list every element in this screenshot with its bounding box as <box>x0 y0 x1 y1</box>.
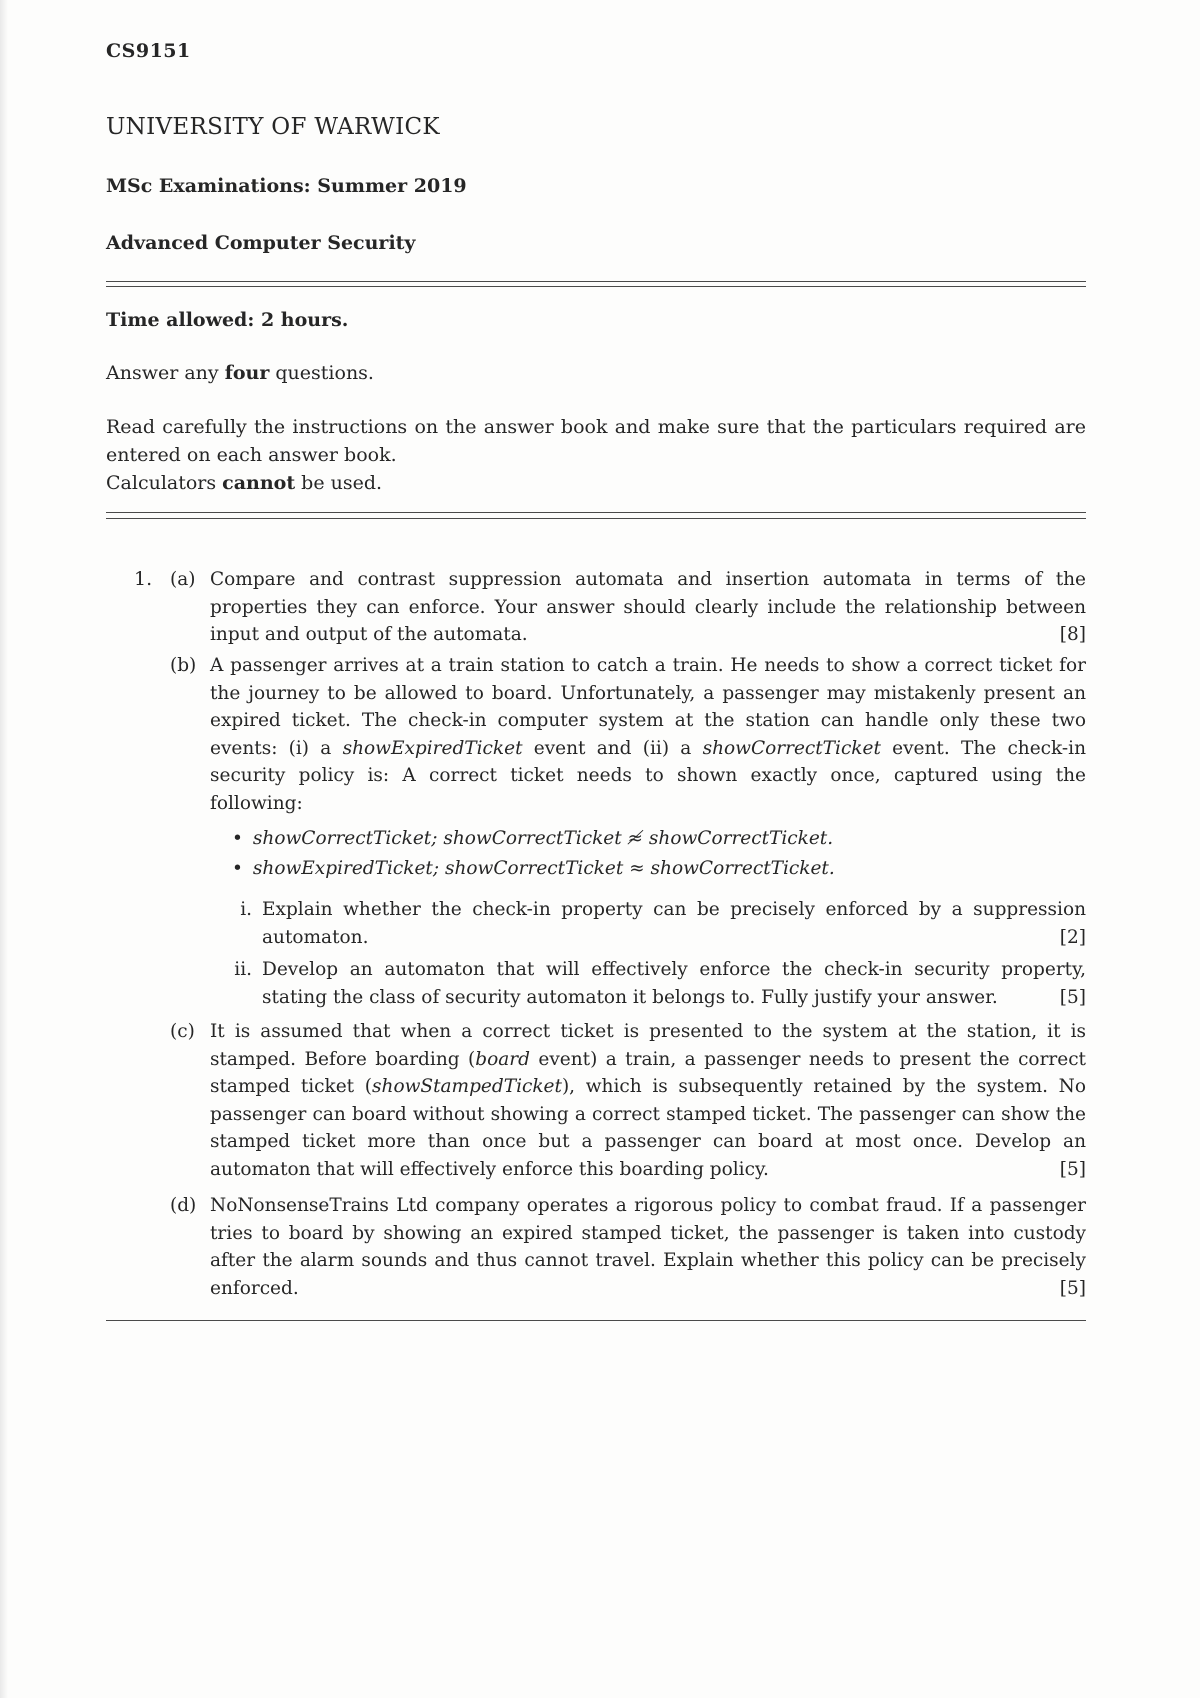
question-number: 1. <box>134 568 153 590</box>
part-d-marks: [5] <box>1059 1277 1086 1299</box>
university-name: UNIVERSITY OF WARWICK <box>106 114 440 140</box>
question-part-c <box>170 1018 1086 1183</box>
exam-session: MSc Examinations: Summer 2019 <box>106 175 467 197</box>
bullet-item: • showExpiredTicket; showCorrectTicket ≈ showCorrectTicket. <box>232 858 835 879</box>
divider-mid-1 <box>106 512 1086 513</box>
part-d-text: NoNonsenseTrains Ltd company operates a rigorous policy to combat fraud. If a passenger tries to board by showing an expired stamped ticket, the passenger is taken into custody after the alarm sounds and thus cannot travel. Explain whether this policy can be precisely enforced. <box>210 1195 1086 1299</box>
divider-mid-2 <box>106 518 1086 519</box>
question-part-d <box>170 1192 1086 1302</box>
part-c-text: It is assumed that when a correct ticket is presented to the system at the station, it is stamped. Before boarding (board event) a train, a passenger needs to present the correct stamped ticket (showStampedTicket), which is subsequently retained by the system. No passenger can board without showing a correct stamped ticket. The passenger can show the stamped ticket more than once but a passenger can board at most once. Develop an automaton that will effectively enforce this boarding policy. [5] <box>210 1018 1086 1183</box>
question-part-b <box>170 652 1086 817</box>
divider-bottom <box>106 1320 1086 1321</box>
read-instruction: Read carefully the instructions on the answer book and make sure that the particulars required are entered on each answer book. Calculators cannot be used. <box>106 416 1086 494</box>
bullet-item: • showCorrectTicket; showCorrectTicket ≉ showCorrectTicket. <box>232 828 834 849</box>
part-a-text: Compare and contrast suppression automata and insertion automata in terms of the properties they can enforce. Your answer should clearly include the relationship between input and output of the automata. <box>210 569 1086 645</box>
part-b-text: A passenger arrives at a train station to catch a train. He needs to show a correct ticket for the journey to be allowed to board. Unfortunately, a passenger may mistakenly present an expired ticket. The check-in computer system at the station can handle only these two events: (i) a showExpiredTicket event and (ii) a showCorrectTicket event. The check-in security policy is: A correct ticket needs to shown exactly once, captured using the following: <box>210 655 1087 814</box>
part-a-label: (a) <box>170 569 196 590</box>
course-title: Advanced Computer Security <box>106 232 416 254</box>
subquestion-i: i. Explain whether the check-in property can be precisely enforced by a suppression automaton. [2] <box>222 896 1086 951</box>
subquestion-ii: ii. Develop an automaton that will effectively enforce the check-in security property, stating the class of security automaton it belongs to. Fully justify your answer. [5] <box>222 956 1086 1011</box>
course-code: CS9151 <box>106 40 191 62</box>
time-allowed: Time allowed: 2 hours. <box>106 309 349 331</box>
divider-top-2 <box>106 286 1086 287</box>
part-c-label: (c) <box>170 1021 195 1042</box>
question-part-a <box>170 566 1086 649</box>
subquestion-ii-marks: [5] <box>1059 986 1086 1008</box>
subquestion-i-marks: [2] <box>1059 926 1086 948</box>
divider-top-1 <box>106 281 1086 282</box>
part-c-marks: [5] <box>1059 1158 1086 1180</box>
part-a-marks: [8] <box>1059 624 1086 645</box>
scan-edge-shadow <box>0 0 8 1698</box>
part-d-label: (d) <box>170 1195 197 1216</box>
answer-instruction: Answer any four questions. <box>106 362 374 384</box>
part-b-label: (b) <box>170 655 197 676</box>
